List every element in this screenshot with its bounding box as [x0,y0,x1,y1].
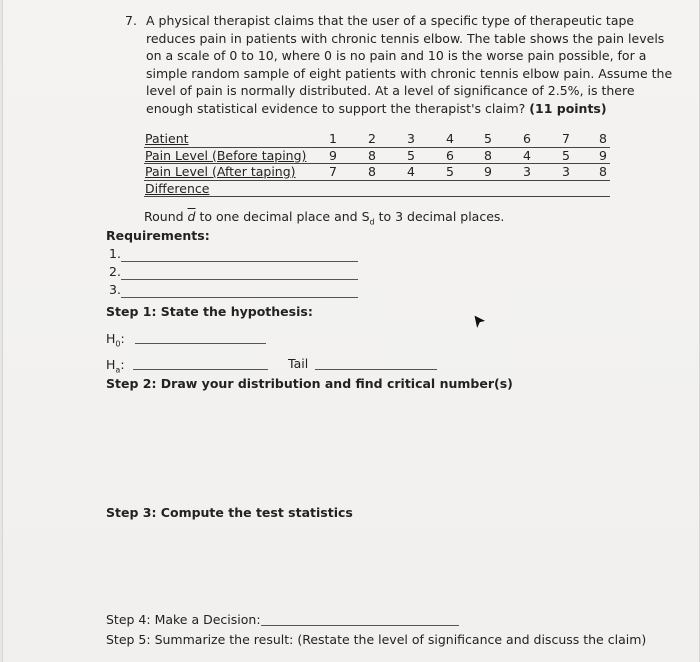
problem-text-line-2: reduces pain in patients with chronic tennis elbow. The table shows the pain levels [146,30,665,46]
step4-title: Step 4: Make a Decision: [106,612,261,627]
problem-text-line-3: on a scale of 0 to 10, where 0 is no pain and 10 is the worse pain possible, for a [146,48,647,63]
row-label-difference: Difference [145,180,210,196]
requirement-answer-line-2[interactable] [121,279,358,280]
table-rule [144,196,610,197]
requirement-number-3: 3. [109,282,121,297]
mouse-cursor-icon [473,314,487,330]
patient-1: 1 [329,131,337,146]
worksheet-page [2,0,700,662]
problem-text-line-4: simple random sample of eight patients with chronic tennis elbow pain. Assume the [146,65,673,81]
after-3: 4 [407,164,415,179]
requirement-answer-line-1[interactable] [121,261,358,262]
row-label-patient: Patient [145,131,189,146]
patient-2: 2 [368,131,376,146]
step5-title: Step 5: Summarize the result: (Restate the level of significance and discuss the claim) [106,632,647,647]
patient-5: 5 [484,131,492,146]
after-6: 3 [523,164,531,179]
null-hypothesis-answer-line[interactable] [135,343,266,344]
after-1: 7 [329,164,337,179]
before-4: 6 [446,147,454,163]
tail-answer-line[interactable] [315,369,437,370]
patient-7: 7 [562,131,570,146]
table-row-patient [144,131,610,148]
table-row-after [144,164,610,181]
table-row-before [144,148,610,165]
before-5: 8 [484,147,492,163]
patient-3: 3 [407,131,415,146]
step3-title: Step 3: Compute the test statistics [106,505,353,520]
before-7: 5 [562,147,570,163]
requirement-number-2: 2. [109,264,121,279]
patient-4: 4 [446,131,454,146]
row-label-after: Pain Level (After taping) [145,164,296,179]
after-7: 3 [562,164,570,179]
requirement-number-1: 1. [109,246,121,261]
after-2: 8 [368,164,376,179]
row-label-before: Pain Level (Before taping) [145,147,307,163]
problem-number: 7. [125,13,137,28]
step1-title: Step 1: State the hypothesis: [106,304,313,319]
alt-hypothesis-answer-line[interactable] [133,369,268,370]
patient-8: 8 [599,131,607,146]
decision-answer-line[interactable] [261,625,459,626]
patient-6: 6 [523,131,531,146]
table-row-difference [144,181,610,198]
after-5: 9 [484,164,492,179]
problem-text-line-6 [146,100,607,118]
step2-title: Step 2: Draw your distribution and find critical number(s) [106,376,513,391]
problem-question: enough statistical evidence to support the therapist's claim? [146,100,526,116]
before-2: 8 [368,147,376,163]
after-4: 5 [446,164,454,179]
alt-hypothesis-label: $H_a$: [106,357,125,375]
before-3: 5 [407,147,415,163]
rounding-note: Round $\overline{d}$ to one decimal place and $S_d$ to 3 decimal places. [144,209,505,227]
requirements-title: Requirements: [106,228,210,243]
requirement-answer-line-3[interactable] [121,297,358,298]
problem-points: (11 points) [529,100,607,116]
tail-label: Tail [288,356,309,371]
before-8: 9 [599,147,607,163]
before-6: 4 [523,147,531,163]
problem-text-line-5: level of pain is normally distributed. At a level of significance of 2.5%, is there [146,83,635,98]
problem-text-line-1: A physical therapist claims that the user of a specific type of therapeutic tape [146,13,635,28]
after-8: 8 [599,164,607,179]
pain-data-table [144,131,610,197]
null-hypothesis-label: $H_0$: [106,331,125,349]
before-1: 9 [329,147,337,163]
d-bar-symbol: $\overline{d}$ [187,209,196,224]
